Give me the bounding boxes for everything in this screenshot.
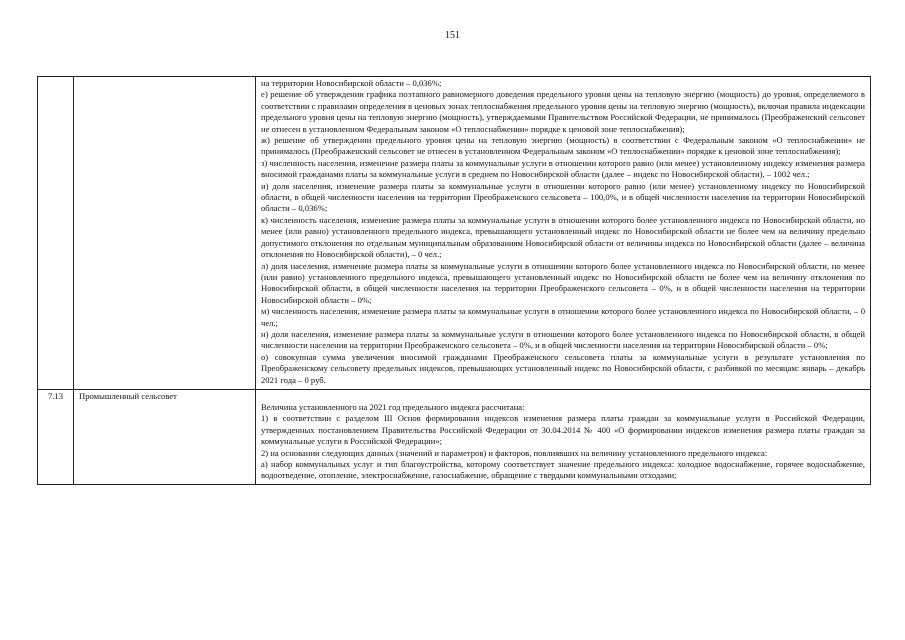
paragraph: 2) на основании следующих данных (значений и параметров) и факторов, повлиявших на величину установленного предельного индекса: bbox=[261, 447, 768, 458]
paragraph: з) численность населения, изменение размера платы за коммунальные услуги в отношении которого равно (или менее) установленному индексу изменения размера вносимой гражданами платы за коммунальные услуги в среднем по Новосибирской области (далее – индекс по Новосибирской области), – 1002 чел.; bbox=[261, 157, 865, 180]
paragraph: ж) решение об утверждении предельного уровня цены на тепловую энергию (мощность) в соответствии с Федеральным законом «О теплоснабжении» не принималось (Преображенский сельсовет не отнесен в установленном Федеральным законом «О теплоснабжении» порядке к ценовой зоне теплоснабжения); bbox=[261, 135, 865, 157]
indices-table bbox=[37, 76, 871, 485]
paragraph: е) решение об утверждении графика поэтапного равномерного доведения предельного уровня цены на тепловую энергию (мощность) до уровня, определяемого в соответствии с правилами определения в ценовых зонах теплоснабжения предельного уровня цены на тепловую энергию (мощность), включая правила индексации предельного уровня цены на тепловую энергию (мощность), утверждаемыми Правительством Российской Федерации, не принималось (Преображенский сельсовет не отнесен в установленном Федеральным законом «О теплоснабжении» порядке к ценовой зоне теплоснабжения); bbox=[261, 89, 865, 134]
municipality-cell: Промышленный сельсовет bbox=[74, 389, 256, 484]
paragraph: Величина установленного на 2021 год предельного индекса рассчитана: bbox=[261, 401, 525, 412]
municipality-cell bbox=[74, 77, 256, 390]
paragraph: о) совокупная сумма увеличения вносимой гражданами Преображенского сельсовета платы за коммунальные услуги в результате установления по Преображенскому сельсовету предельных индексов, превышающих установленный индекс по Новосибирской области, с разбивкой по месяцам: январь – декабрь 2021 года – 0 руб. bbox=[261, 351, 865, 385]
paragraph: н) доля населения, изменение размера платы за коммунальные услуги в отношении которого более установленного индекса по Новосибирской области, в общей численности населения на территории Преображенского сельсовета – 0%, и в общей численности населения на территории Новосибирской области – 0%; bbox=[261, 328, 865, 351]
table-row bbox=[38, 389, 871, 484]
paragraph: 1) в соответствии с разделом III Основ формирования индексов изменения размера платы граждан за коммунальные услуги в Российской Федерации, утвержденных постановлением Правительства Российской Федерации от 30.04.2014 № 400 «О формировании индексов изменения размера платы граждан за коммунальные услуги в Российской Федерации»; bbox=[261, 413, 865, 447]
row-number-cell bbox=[38, 77, 74, 390]
table-row bbox=[38, 77, 871, 390]
paragraph: а) набор коммунальных услуг и тип благоустройства, которому соответствует значение предельного индекса: холодное водоснабжение, горячее водоснабжение, водоотведение, отопление, электроснабжение, газоснабжение, обращение с твердыми коммунальными отходами; bbox=[261, 459, 865, 481]
paragraph: л) доля населения, изменение размера платы за коммунальные услуги в отношении которого более установленного индекса по Новосибирской области, но менее (или равно) установленного предельного индекса, превышающего установленный индекс по Новосибирской области не более чем на величину отклонения по Новосибирской области, в общей численности населения на территории Преображенского сельсовета – 0%, и в общей численности населения на территории Новосибирской области – 0%; bbox=[261, 260, 865, 305]
row-number-cell: 7.13 bbox=[38, 389, 74, 484]
paragraph: м) численность населения, изменение размера платы за коммунальные услуги в отношении которого более установленного индекса по Новосибирской области, – 0 чел.; bbox=[261, 306, 865, 328]
description-cell bbox=[256, 77, 871, 390]
description-cell bbox=[256, 389, 871, 484]
paragraph: и) доля населения, изменение размера платы за коммунальные услуги в отношении которого равно (или менее) установленному индексу по Новосибирской области, в общей численности населения на территории Преображенского сельсовета – 100,0%, и в общей численности населения на территории Новосибирской области – 0,036%; bbox=[261, 180, 865, 214]
paragraph: на территории Новосибирской области – 0,036%; bbox=[261, 78, 442, 88]
paragraph: к) численность населения, изменение размера платы за коммунальные услуги в отношении которого более установленного индекса по Новосибирской области, но менее (или равно) установленного предельного индекса, превышающего установленный индекс по Новосибирской области не более чем на величину предельно допустимого отклонения по отдельным муниципальным образованиям Новосибирской области от величины индекса по Новосибирской области (далее – величина отклонения по Новосибирской области), – 0 чел.; bbox=[261, 214, 865, 260]
page-number: 151 bbox=[445, 30, 460, 41]
